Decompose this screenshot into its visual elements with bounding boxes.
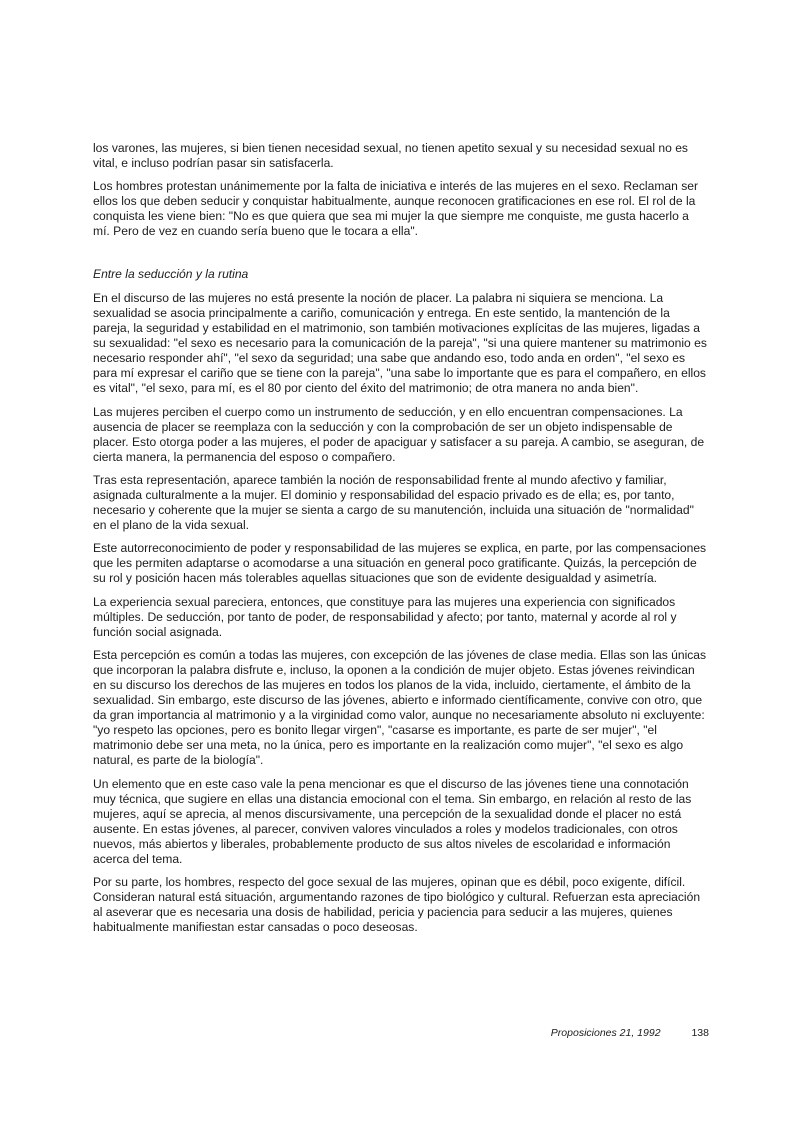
- page-number: 138: [691, 1027, 709, 1039]
- paragraph: En el discurso de las mujeres no está presente la noción de placer. La palabra ni siquiera se menciona. La sexualidad se asocia principalmente a cariño, comunicación y entrega. En este sentido, la mantención de la pareja, la seguridad y estabilidad en el matrimonio, son también motivaciones explícitas de las mujeres, ligadas a su sexualidad: "el sexo es necesario para la comunicación de la pareja", "si una quiere mantener su matrimonio es necesario responder ahí", "el sexo da seguridad; una sabe que andando eso, todo anda en orden", "el sexo es para mí expresar el cariño que se tiene con la pareja", "una sabe lo importante que es para el compañero, en ellos es vital", "el sexo, para mí, es el 80 por ciento del éxito del matrimonio; de otra manera no anda bien".: [93, 291, 707, 396]
- paragraph: Este autorreconocimiento de poder y responsabilidad de las mujeres se explica, en parte, por las compensaciones que les permiten adaptarse o acomodarse a una situación en general poco gratificante. Quizás, la percepción de su rol y posición hacen más tolerables aquellas situaciones que son de evidente desigualdad y asimetría.: [93, 541, 707, 586]
- paragraph: Las mujeres perciben el cuerpo como un instrumento de seducción, y en ello encuentran compensaciones. La ausencia de placer se reemplaza con la seducción y con la comprobación de ser un objeto indispensable de placer. Esto otorga poder a las mujeres, el poder de apaciguar y satisfacer a su pareja. A cambio, se aseguran, de cierta manera, la permanencia del esposo o compañero.: [93, 404, 705, 464]
- paragraph: Por su parte, los hombres, respecto del goce sexual de las mujeres, opinan que es débil, poco exigente, difícil. Consideran natural está situación, argumentando razones de tipo biológico y cultural. Refuerzan esta apreciación al aseverar que es necesaria una dosis de habilidad, pericia y paciencia para seducir a las mujeres, quienes habitualmente manifiestan estar cansadas o poco deseosas.: [93, 874, 701, 935]
- section-heading: Entre la seducción y la rutina: [93, 267, 249, 282]
- paragraph: Los hombres protestan unánimemente por la falta de iniciativa e interés de las mujeres en el sexo. Reclaman ser ellos los que deben seducir y conquistar habitualmente, aunque reconocen gratificaciones en ese rol. El rol de la conquista les viene bien: "No es que quiera que sea mi mujer la que siempre me conquiste, me gusta hacerlo a mí. Pero de vez en cuando sería bueno que le tocara a ella".: [93, 179, 699, 239]
- document-body: [93, 141, 709, 943]
- paragraph: Un elemento que en este caso vale la pena mencionar es que el discurso de las jóvenes tiene una connotación muy técnica, que sugiere en ellas una distancia emocional con el tema. Sin embargo, en relación al resto de las mujeres, aquí se aprecia, al menos discursivamente, una percepción de la sexualidad donde el placer no está ausente. En estas jóvenes, al parecer, conviven valores vinculados a roles y modelos tradicionales, con otros nuevos, más abiertos y liberales, probablemente producto de sus altos niveles de escolaridad e información acerca del tema.: [93, 776, 692, 866]
- page-footer: [93, 1027, 709, 1039]
- journal-citation: Proposiciones 21, 1992: [550, 1027, 661, 1039]
- paragraph: los varones, las mujeres, si bien tienen necesidad sexual, no tienen apetito sexual y su necesidad sexual no es vital, e incluso podrían pasar sin satisfacerla.: [93, 141, 688, 171]
- paragraph: Esta percepción es común a todas las mujeres, con excepción de las jóvenes de clase media. Ellas son las únicas que incorporan la palabra disfrute e, incluso, la oponen a la condición de mujer objeto. Estas jóvenes reivindican en su discurso los derechos de las mujeres en todos los planos de la vida, incluido, ciertamente, el ámbito de la sexualidad. Sin embargo, este discurso de las jóvenes, abierto e informado científicamente, convive con otro, que da gran importancia al matrimonio y a la virginidad como valor, aunque no necesariamente absoluto ni excluyente: "yo respeto las opciones, pero es bonito llegar virgen", "casarse es importante, es parte de ser mujer", "el matrimonio debe ser una meta, no la única, pero es importante en la realización como mujer", "el sexo es algo natural, es parte de la biología".: [93, 647, 707, 768]
- paragraph: Tras esta representación, aparece también la noción de responsabilidad frente al mundo afectivo y familiar, asignada culturalmente a la mujer. El dominio y responsabilidad del espacio privado es de ella; es, por tanto, necesario y coherente que la mujer se sienta a cargo de su manutención, incluida una situación de "normalidad" en el plano de la vida sexual.: [93, 472, 694, 533]
- paragraph: La experiencia sexual pareciera, entonces, que constituye para las mujeres una experiencia con significados múltiples. De seducción, por tanto de poder, de responsabilidad y afecto; por tanto, maternal y acorde al rol y función social asignada.: [93, 594, 677, 639]
